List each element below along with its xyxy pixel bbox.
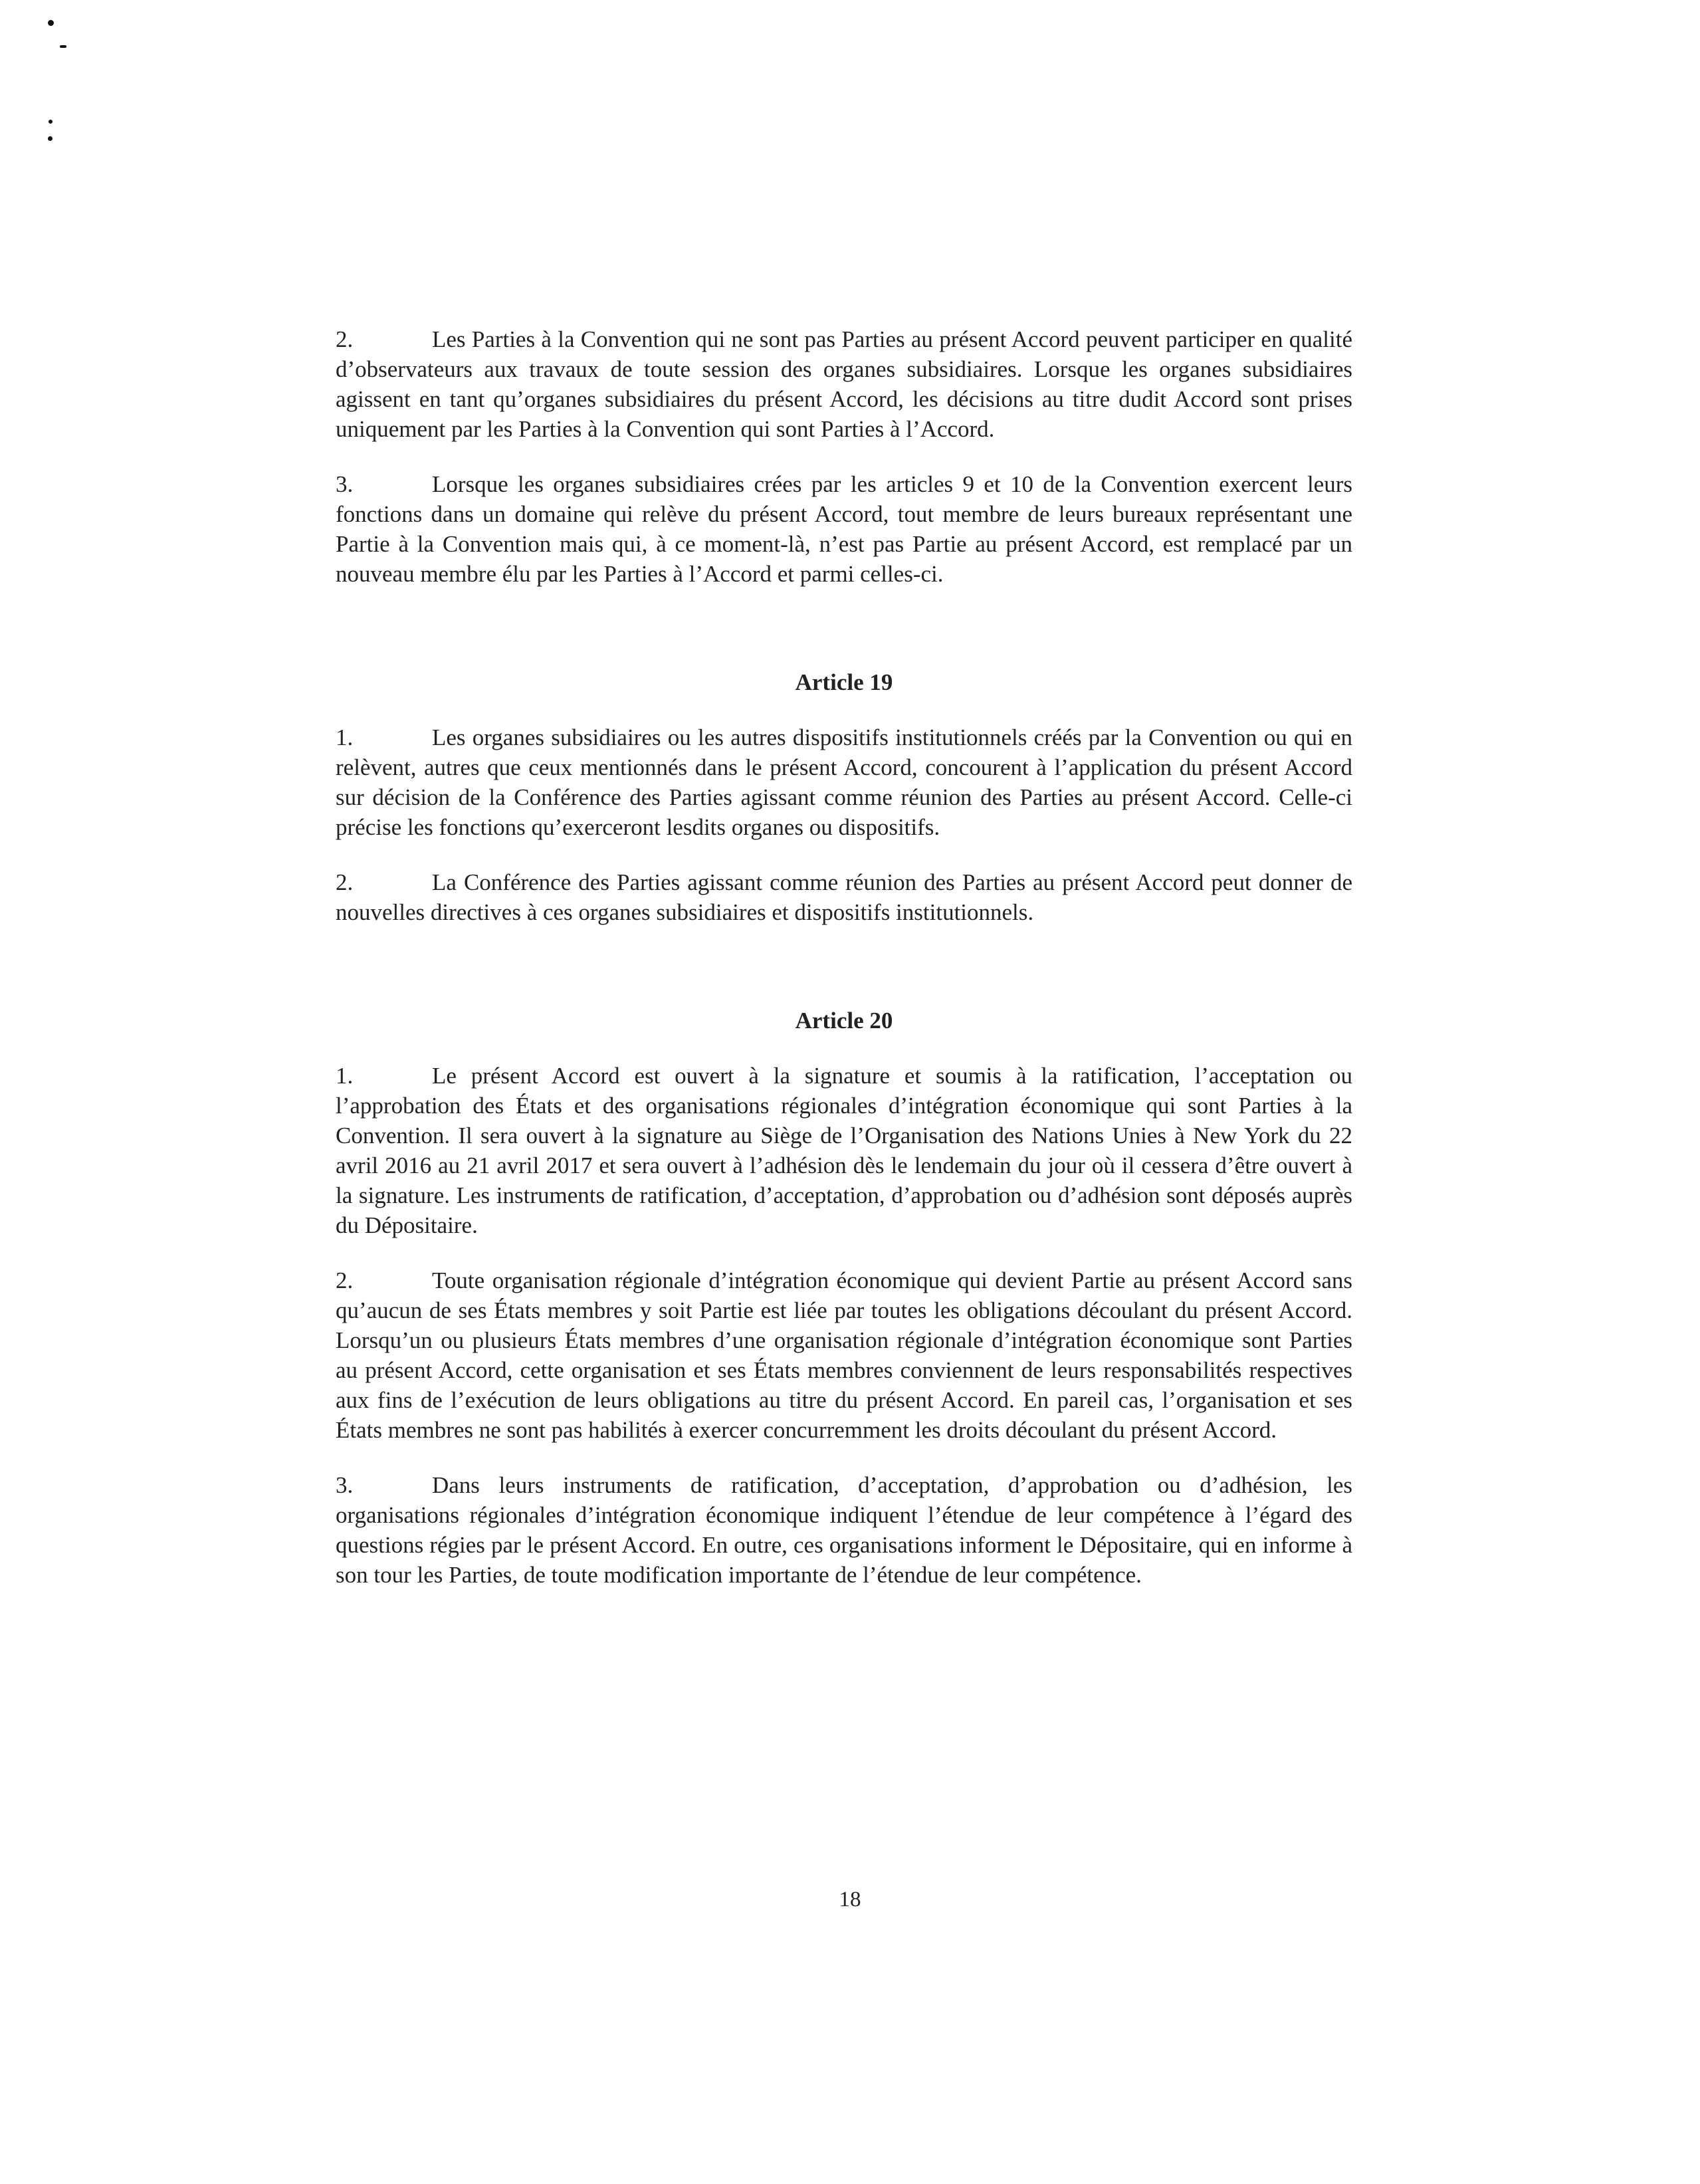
paragraph-number: 1. [336,724,354,750]
paragraph-number: 2. [336,869,354,895]
paragraph-text: Les Parties à la Convention qui ne sont pas Parties au présent Accord peuvent participer en qualité d’observateurs aux travaux de toute session des organes subsidiaires. Lorsque les organes subsidiaires agissent en tant qu’organes subsidiaires du présent Accord, les décisions au titre dudit Accord sont prises uniquement par les Parties à la Convention qui sont Parties à l’Accord. [336,326,1352,442]
paragraph [336,722,1352,842]
article-title: Article 19 [795,669,893,695]
paragraph-number: 2. [336,326,354,352]
document-body [336,324,1352,1590]
paragraph-number: 2. [336,1267,354,1293]
paragraph-text: La Conférence des Parties agissant comme réunion des Parties au présent Accord peut donner de nouvelles directives à ces organes subsidiaires et dispositifs institutionnels. [336,869,1352,925]
paragraph [336,324,1352,444]
paragraph [336,1470,1352,1590]
scan-speck [48,136,53,141]
scan-speck [49,120,53,124]
article-20 [336,1006,1352,1590]
article-title: Article 20 [795,1008,893,1034]
paragraph [336,867,1352,927]
paragraph [336,1061,1352,1240]
scan-speck [60,45,66,48]
paragraph-number: 1. [336,1063,354,1089]
article-19 [336,667,1352,927]
paragraph-text: Le présent Accord est ouvert à la signature et soumis à la ratification, l’acceptation ou l’approbation des États et des organisations régionales d’intégration économique qui sont Parties à la Convention. Il sera ouvert à la signature au Siège de l’Organisation des Nations Unies à New York du 22 avril 2016 au 21 avril 2017 et sera ouvert à l’adhésion dès le lendemain du jour où il cessera d’être ouvert à la signature. Les instruments de ratification, d’acceptation, d’approbation ou d’adhésion sont déposés auprès du Dépositaire. [336,1063,1352,1238]
paragraph-text: Lorsque les organes subsidiaires crées par les articles 9 et 10 de la Convention exercent leurs fonctions dans un domaine qui relève du présent Accord, tout membre de leurs bureaux représentant une Partie à la Convention mais qui, à ce moment-là, n’est pas Partie au présent Accord, est remplacé par un nouveau membre élu par les Parties à l’Accord et parmi celles-ci. [336,471,1352,587]
paragraph-text: Dans leurs instruments de ratification, d’acceptation, d’approbation ou d’adhésion, les organisations régionales d’intégration économique indiquent l’étendue de leur compétence à l’égard des questions régies par le présent Accord. En outre, ces organisations informent le Dépositaire, qui en informe à son tour les Parties, de toute modification importante de l’étendue de leur compétence. [336,1472,1352,1588]
paragraph-text: Les organes subsidiaires ou les autres dispositifs institutionnels créés par la Convention ou qui en relèvent, autres que ceux mentionnés dans le présent Accord, concourent à l’application du présent Accord sur décision de la Conférence des Parties agissant comme réunion des Parties au présent Accord. Celle-ci précise les fonctions qu’exerceront lesdits organes ou dispositifs. [336,724,1352,840]
paragraph-text: Toute organisation régionale d’intégration économique qui devient Partie au présent Accord sans qu’aucun de ses États membres y soit Partie est liée par toutes les obligations découlant du présent Accord. Lorsqu’un ou plusieurs États membres d’une organisation régionale d’intégration économique sont Parties au présent Accord, cette organisation et ses États membres conviennent de leurs responsabilités respectives aux fins de l’exécution de leurs obligations au titre du présent Accord. En pareil cas, l’organisation et ses États membres ne sont pas habilités à exercer concurremment les droits découlant du présent Accord. [336,1267,1352,1443]
paragraph-number: 3. [336,471,354,497]
scan-speck [48,20,54,26]
article-18-continued [336,324,1352,589]
page-number: 18 [839,1888,861,1911]
paragraph [336,1265,1352,1445]
paragraph [336,469,1352,589]
paragraph-number: 3. [336,1472,354,1498]
